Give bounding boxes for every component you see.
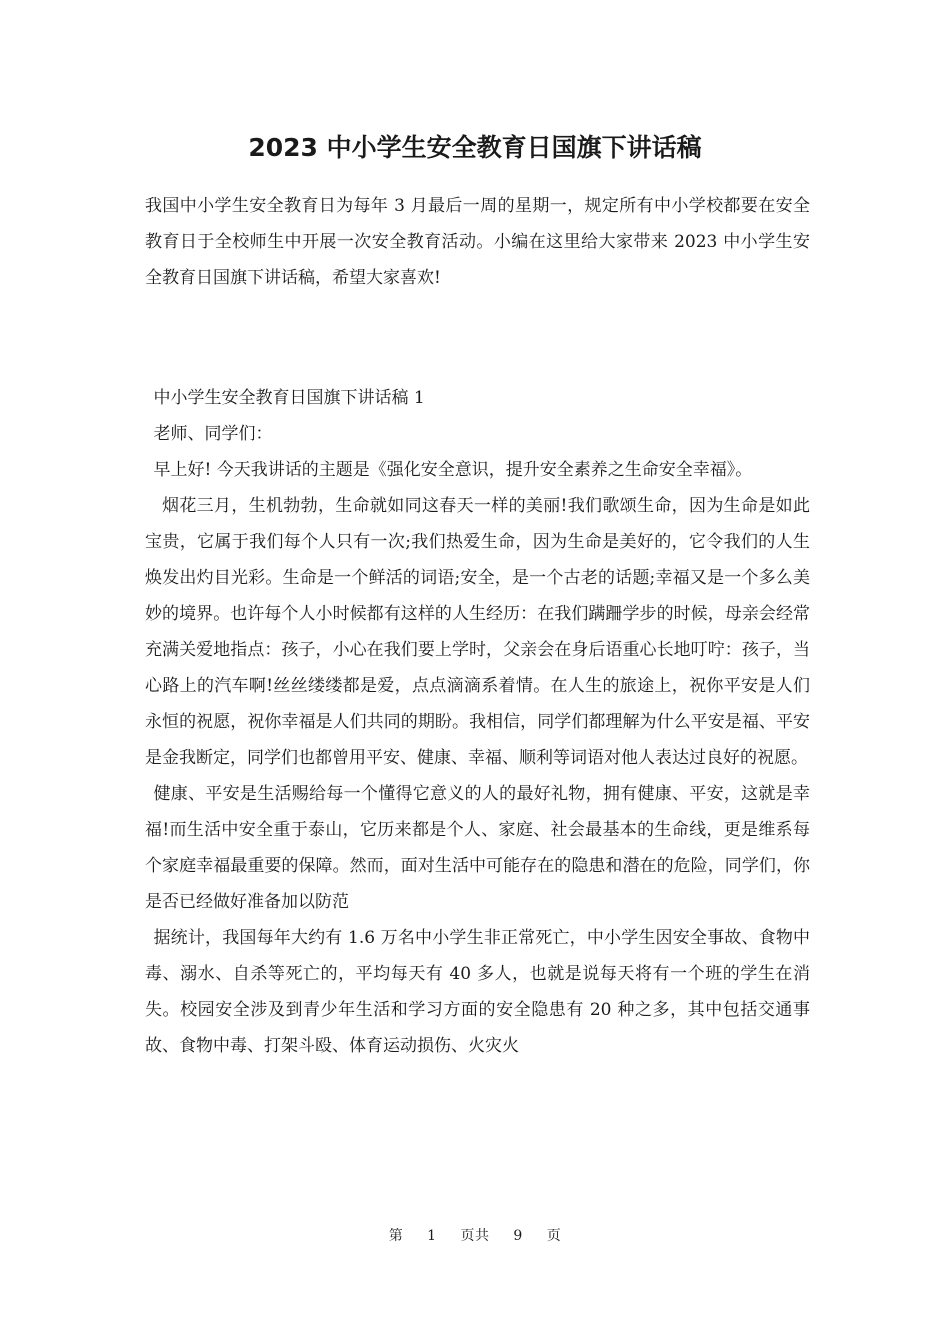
footer-middle: 页共 [460,1228,490,1244]
footer-prefix: 第 [388,1228,404,1244]
footer-total-pages: 9 [513,1228,523,1244]
footer-page-number: 1 [427,1228,437,1244]
page-footer [0,1226,950,1246]
footer-suffix: 页 [546,1228,562,1244]
document-body [145,188,810,1064]
intro-paragraph: 我国中小学生安全教育日为每年 3 月最后一周的星期一，规定所有中小学校都要在安全教育日于全校师生中开展一次安全教育活动。小编在这里给大家带来 2023 中小学生安全教育日国旗下讲话稿，希望大家喜欢! [145,196,810,288]
section-heading: 中小学生安全教育日国旗下讲话稿 1 [153,388,425,408]
salutation: 老师、同学们： [153,424,273,444]
document-title: 2023 中小学生安全教育日国旗下讲话稿 [248,133,702,162]
section-spacer [145,296,810,380]
body-paragraph: 健康、平安是生活赐给每一个懂得它意义的人的最好礼物，拥有健康、平安，这就是幸福!而生活中安全重于泰山，它历来都是个人、家庭、社会最基本的生命线，更是维系每个家庭幸福最重要的保障。然而，面对生活中可能存在的隐患和潜在的危险，同学们，你是否已经做好准备加以防范 [145,784,810,912]
body-paragraph: 据统计，我国每年大约有 1.6 万名中小学生非正常死亡，中小学生因安全事故、食物中毒、溺水、自杀等死亡的，平均每天有 40 多人，也就是说每天将有一个班的学生在消失。校园安全涉及到青少年生活和学习方面的安全隐患有 20 种之多，其中包括交通事故、食物中毒、打架斗殴、体育运动损伤、火灾火 [145,928,810,1056]
body-paragraph: 烟花三月，生机勃勃，生命就如同这春天一样的美丽!我们歌颂生命，因为生命是如此宝贵，它属于我们每个人只有一次;我们热爱生命，因为生命是美好的，它令我们的人生焕发出灼目光彩。生命是一个鲜活的词语;安全，是一个古老的话题;幸福又是一个多么美妙的境界。也许每个人小时候都有这样的人生经历：在我们蹒跚学步的时候，母亲会经常充满关爱地指点：孩子，小心在我们要上学时，父亲会在身后语重心长地叮咛：孩子，当心路上的汽车啊!丝丝缕缕都是爱，点点滴滴系着情。在人生的旅途上，祝你平安是人们永恒的祝愿，祝你幸福是人们共同的期盼。我相信，同学们都理解为什么平安是福、平安是金我断定，同学们也都曾用平安、健康、幸福、顺利等词语对他人表达过良好的祝愿。 [145,496,810,768]
body-paragraph: 早上好! 今天我讲话的主题是《强化安全意识，提升安全素养之生命安全幸福》。 [153,460,753,480]
